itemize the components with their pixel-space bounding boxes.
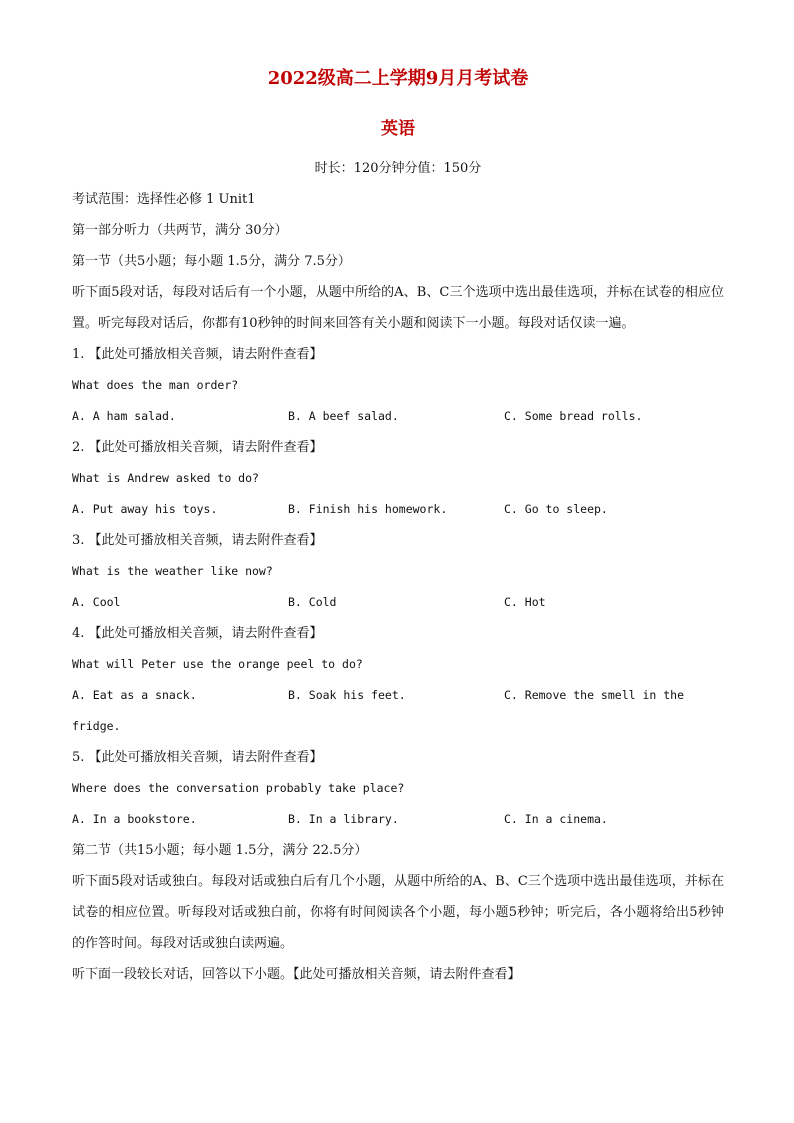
question-text: What does the man order? xyxy=(72,378,239,392)
options-row xyxy=(72,401,724,432)
options-row xyxy=(72,680,724,711)
question-text: What is Andrew asked to do? xyxy=(72,471,259,485)
option-c: C. Remove the smell in the xyxy=(504,688,685,702)
option-b: B. Cold xyxy=(288,595,337,609)
question-header: 5. 【此处可播放相关音频，请去附件查看】 xyxy=(72,750,323,765)
question-text: What will Peter use the orange peel to do? xyxy=(72,657,363,671)
question-header: 2. 【此处可播放相关音频，请去附件查看】 xyxy=(72,440,323,455)
listening-lead: 听下面一段较长对话，回答以下小题。【此处可播放相关音频，请去附件查看】 xyxy=(72,967,521,982)
option-c-continuation: fridge. xyxy=(72,719,121,733)
subject-title: 英语 xyxy=(381,119,415,139)
option-c: C. Go to sleep. xyxy=(504,502,608,516)
options-row xyxy=(72,494,724,525)
part-heading: 第一部分听力（共两节，满分 30分） xyxy=(72,223,288,238)
option-b: B. In a library. xyxy=(288,812,399,826)
options-row xyxy=(72,804,724,835)
options-row xyxy=(72,587,724,618)
option-b: B. Soak his feet. xyxy=(288,688,406,702)
section-instructions: 听下面5段对话，每段对话后有一个小题，从题中所给的A、B、C三个选项中选出最佳选项，并标在试卷的相应位置。听完每段对话后，你都有10秒钟的时间来回答有关小题和阅读下一小题。每段对话仅读一遍。 xyxy=(72,285,724,331)
option-c: C. Hot xyxy=(504,595,546,609)
section-instructions: 听下面5段对话或独白。每段对话或独白后有几个小题，从题中所给的A、B、C三个选项中选出最佳选项，并标在试卷的相应位置。听每段对话或独白前，你将有时间阅读各个小题，每小题5秒钟；听完后，各小题将给出5秒钟的作答时间。每段对话或独白读两遍。 xyxy=(72,874,724,951)
question-text: Where does the conversation probably take place? xyxy=(72,781,405,795)
question-header: 4. 【此处可播放相关音频，请去附件查看】 xyxy=(72,626,323,641)
option-b: B. A beef salad. xyxy=(288,409,399,423)
exam-page xyxy=(72,64,724,990)
exam-meta: 时长：120分钟分值：150分 xyxy=(314,161,482,176)
section-heading: 第一节（共5小题；每小题 1.5分，满分 7.5分） xyxy=(72,254,351,269)
question-header: 3. 【此处可播放相关音频，请去附件查看】 xyxy=(72,533,323,548)
option-a: A. Eat as a snack. xyxy=(72,688,197,702)
option-c: C. Some bread rolls. xyxy=(504,409,643,423)
option-a: A. Put away his toys. xyxy=(72,502,218,516)
option-a: A. Cool xyxy=(72,595,121,609)
option-b: B. Finish his homework. xyxy=(288,502,448,516)
question-header: 1. 【此处可播放相关音频，请去附件查看】 xyxy=(72,347,323,362)
section-heading: 第二节（共15小题；每小题 1.5分，满分 22.5分） xyxy=(72,843,368,858)
option-a: A. A ham salad. xyxy=(72,409,176,423)
exam-title: 2022级高二上学期9月月考试卷 xyxy=(267,68,529,89)
option-c: C. In a cinema. xyxy=(504,812,608,826)
option-a: A. In a bookstore. xyxy=(72,812,197,826)
question-text: What is the weather like now? xyxy=(72,564,273,578)
exam-scope: 考试范围：选择性必修 1 Unit1 xyxy=(72,192,256,207)
